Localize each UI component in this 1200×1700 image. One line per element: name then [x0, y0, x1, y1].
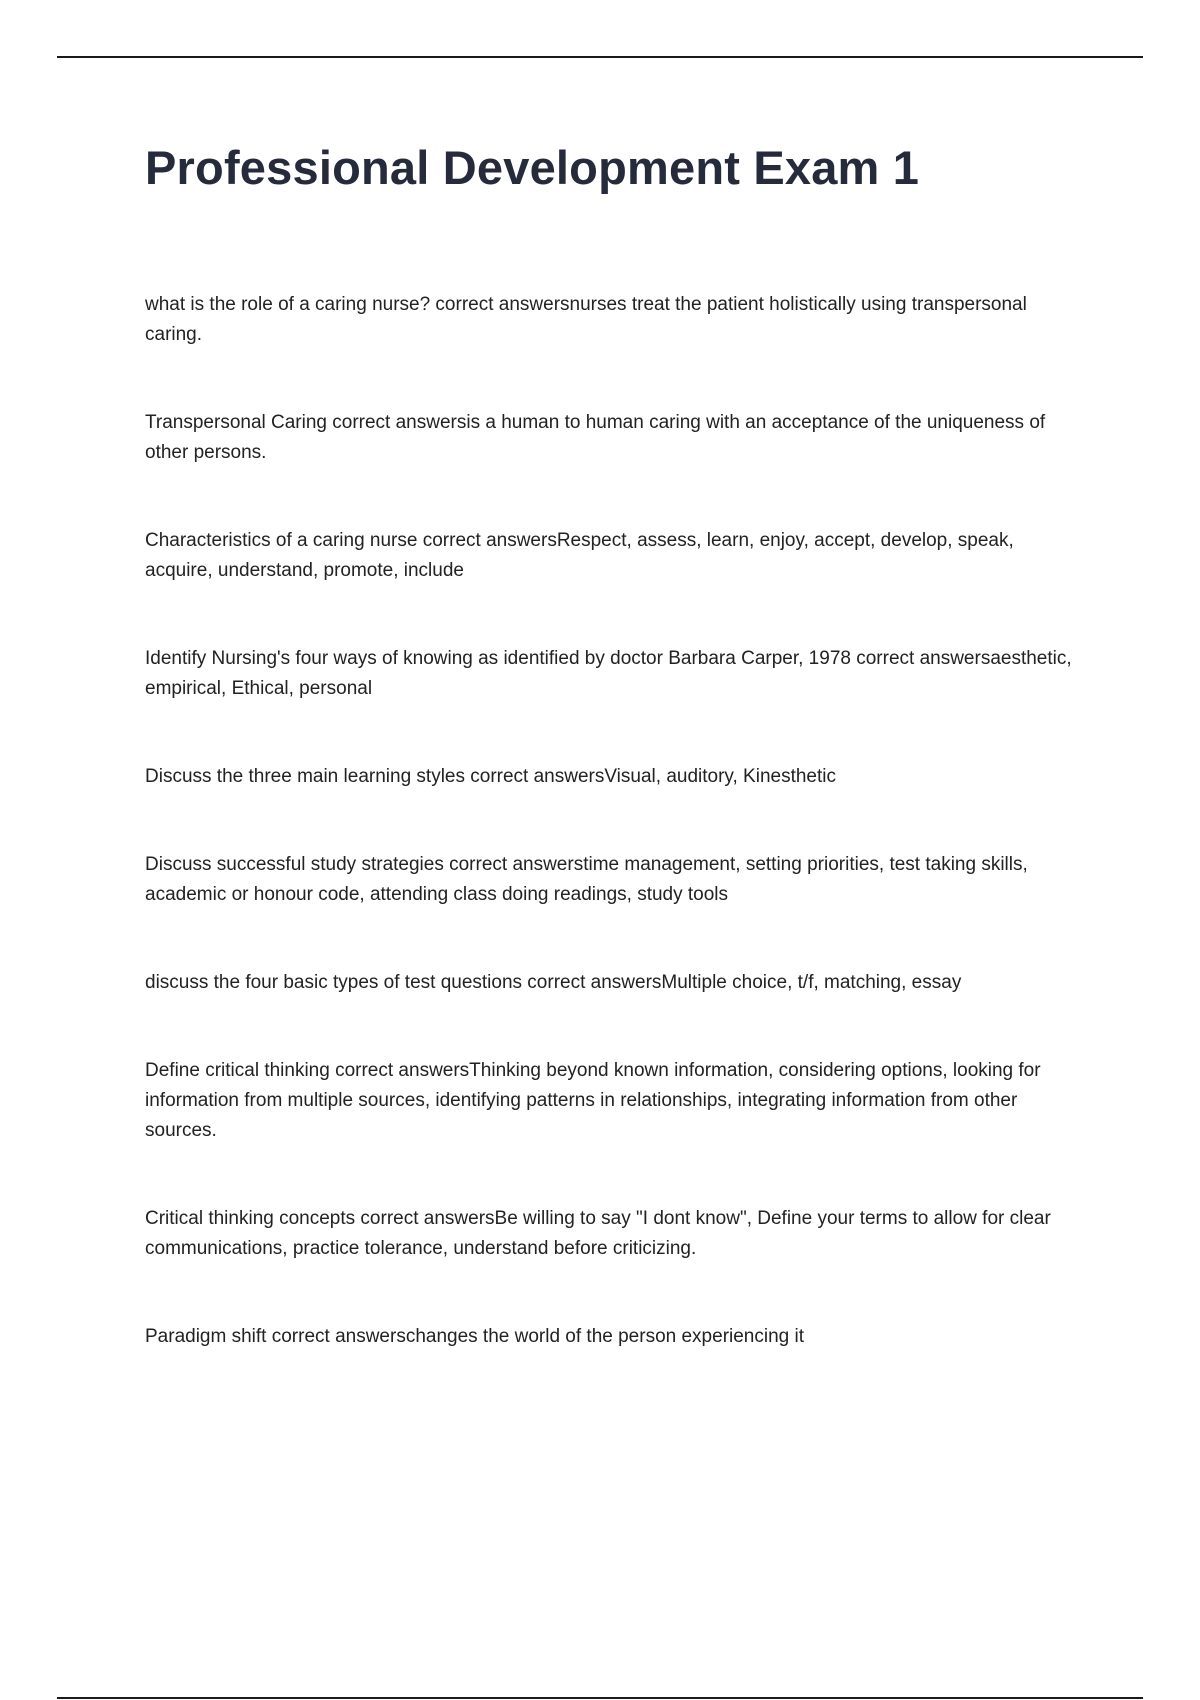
qa-list — [145, 290, 1085, 1410]
qa-item: what is the role of a caring nurse? correct answersnurses treat the patient holistically using transpersonal caring. — [145, 294, 1027, 345]
qa-item: Discuss successful study strategies correct answerstime management, setting priorities, test taking skills, academic or honour code, attending class doing readings, study tools — [145, 854, 1028, 905]
top-rule — [57, 56, 1143, 58]
qa-item: Characteristics of a caring nurse correct answersRespect, assess, learn, enjoy, accept, develop, speak, acquire, understand, promote, include — [145, 530, 1014, 581]
bottom-rule — [57, 1697, 1143, 1699]
qa-item: Define critical thinking correct answersThinking beyond known information, considering options, looking for information from multiple sources, identifying patterns in relationships, integrating information from other sources. — [145, 1060, 1041, 1141]
qa-item: Critical thinking concepts correct answersBe willing to say "I dont know", Define your terms to allow for clear communications, practice tolerance, understand before criticizing. — [145, 1208, 1051, 1259]
qa-item: Paradigm shift correct answerschanges the world of the person experiencing it — [145, 1326, 805, 1347]
qa-item: discuss the four basic types of test questions correct answersMultiple choice, t/f, matching, essay — [145, 972, 962, 993]
qa-item: Transpersonal Caring correct answersis a human to human caring with an acceptance of the uniqueness of other persons. — [145, 412, 1046, 463]
qa-item: Discuss the three main learning styles correct answersVisual, auditory, Kinesthetic — [145, 766, 836, 787]
qa-item: Identify Nursing's four ways of knowing as identified by doctor Barbara Carper, 1978 correct answersaesthetic, empirical, Ethical, personal — [145, 648, 1072, 699]
page-title: Professional Development Exam 1 — [145, 141, 920, 194]
